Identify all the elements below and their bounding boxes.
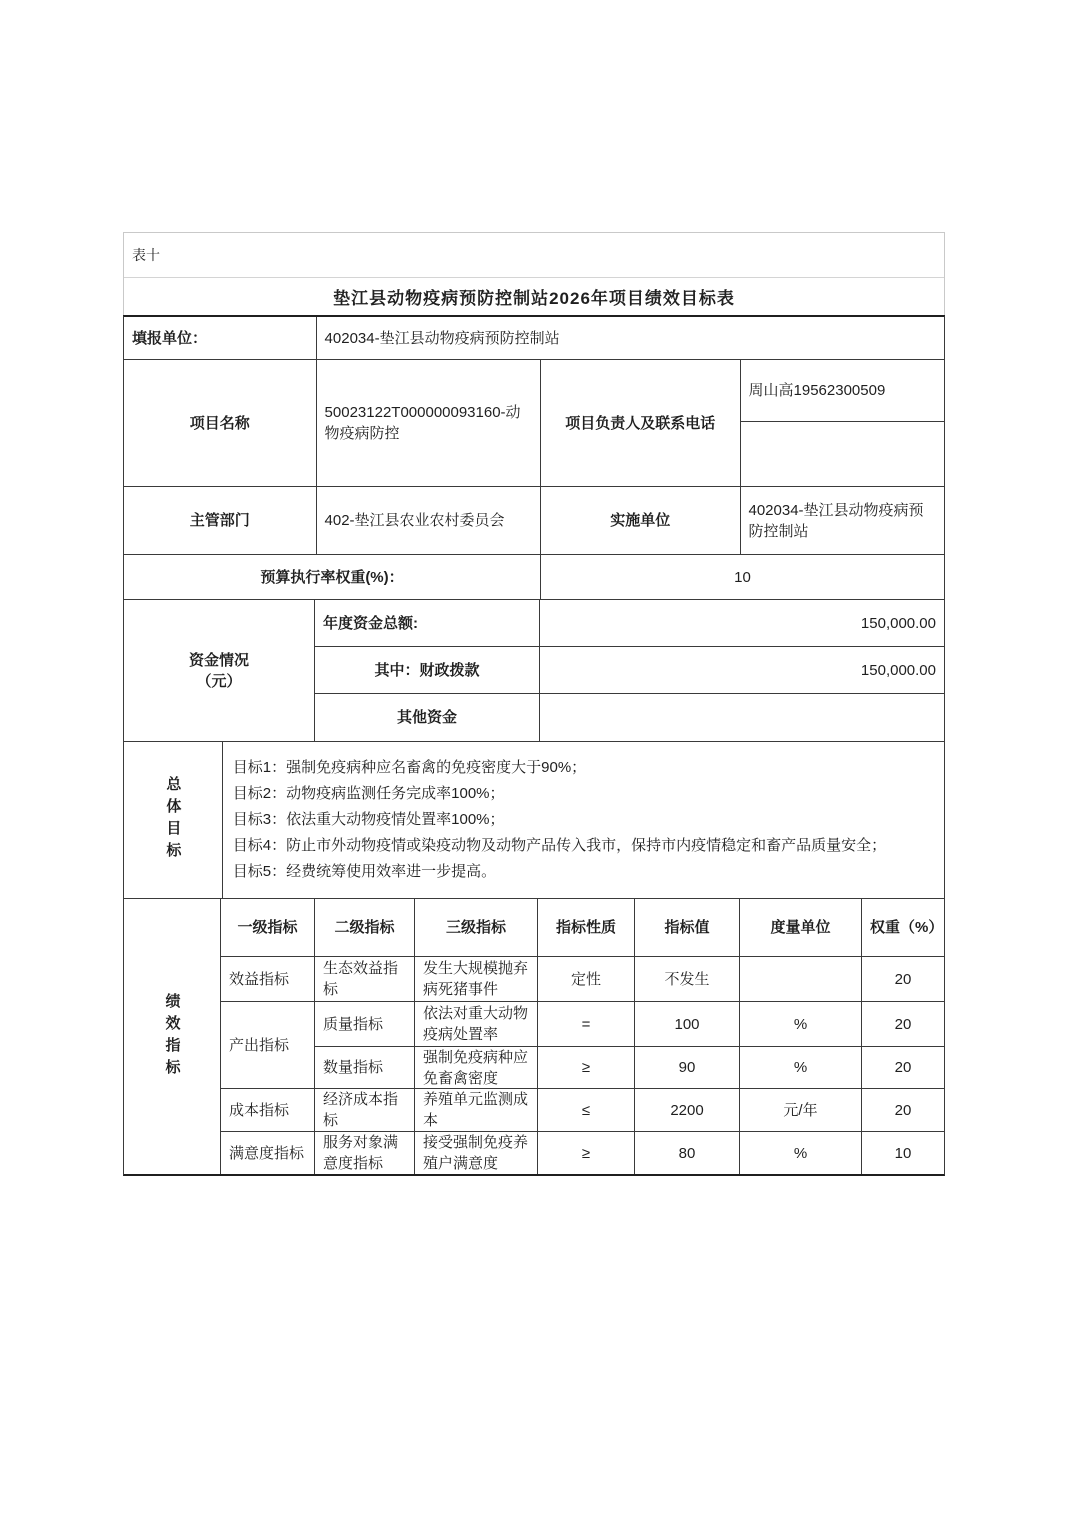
project-leader-cell: [741, 360, 944, 487]
goal-line-3: 目标3：依法重大动物疫情处置率100%；: [232, 811, 505, 828]
header-value: 指标值: [635, 899, 740, 957]
department-label: 主管部门: [124, 487, 317, 555]
table-row: [221, 1089, 944, 1132]
funding-section: [124, 600, 944, 742]
goal-line-1: 目标1：强制免疫病种应名畜禽的免疫密度大于90%；: [232, 759, 587, 776]
overall-goal-content: [223, 742, 944, 899]
cell-weight: 20: [862, 1089, 944, 1132]
header-level1: 一级指标: [221, 899, 315, 957]
funding-fiscal-amount: 150,000.00: [540, 647, 944, 694]
cell-level1: 成本指标: [221, 1089, 315, 1132]
overall-goal-section: [124, 742, 944, 899]
overall-goal-label-cell: [124, 742, 223, 899]
cell-value: 80: [635, 1132, 740, 1174]
overall-goal-label: 总体目标: [164, 776, 182, 864]
cell-nature: ≤: [538, 1089, 635, 1132]
output-subrows: [315, 1002, 944, 1089]
cell-unit: [740, 957, 862, 1002]
table-row: [315, 1002, 944, 1047]
cell-nature: =: [538, 1002, 635, 1047]
cell-level3: 强制免疫病种应免畜禽密度: [415, 1047, 538, 1089]
report-unit-row: [124, 317, 944, 360]
funding-rows: [315, 600, 944, 742]
cell-level2: 质量指标: [315, 1002, 415, 1047]
funding-fiscal-label: 其中：财政拨款: [315, 647, 540, 694]
cell-level3: 依法对重大动物疫病处置率: [415, 1002, 538, 1047]
project-name-value: 50023122T000000093160-动物疫病防控: [317, 360, 541, 487]
cell-unit: %: [740, 1132, 862, 1174]
report-unit-value: 402034-垫江县动物疫病预防控制站: [317, 317, 944, 360]
header-weight: 权重（%）: [862, 899, 944, 957]
funding-total-amount: 150,000.00: [540, 600, 944, 647]
title-row: [124, 278, 944, 315]
table-row: [221, 1132, 944, 1174]
budget-rate-row: [124, 555, 944, 600]
funding-other-label: 其他资金: [315, 694, 540, 742]
page-title: 垫江县动物疫病预防控制站2026年项目绩效目标表: [333, 289, 735, 308]
project-name-row: [124, 360, 944, 487]
project-name-label: 项目名称: [124, 360, 317, 487]
cell-unit: 元/年: [740, 1089, 862, 1132]
cell-value: 2200: [635, 1089, 740, 1132]
cell-level1: 产出指标: [221, 1002, 315, 1089]
cell-nature: 定性: [538, 957, 635, 1002]
funding-label-line2: （元）: [196, 672, 242, 690]
report-unit-label: 填报单位：: [124, 317, 317, 360]
cell-level2: 服务对象满意度指标: [315, 1132, 415, 1174]
goal-line-2: 目标2：动物疫病监测任务完成率100%；: [232, 785, 505, 802]
funding-row-other: [315, 694, 944, 742]
cell-value: 90: [635, 1047, 740, 1089]
cell-unit: %: [740, 1002, 862, 1047]
indicators-label-cell: [124, 899, 221, 1174]
budget-rate-label: 预算执行率权重(%)：: [124, 555, 541, 600]
performance-target-document: [123, 232, 945, 1176]
project-leader-label: 项目负责人及联系电话: [541, 360, 741, 487]
funding-row-fiscal: [315, 647, 944, 694]
goal-lines: [223, 745, 896, 895]
cell-level3: 养殖单元监测成本: [415, 1089, 538, 1132]
funding-label-line1: 资金情况: [188, 651, 249, 669]
goal-line-4: 目标4：防止市外动物疫情或染疫动物及动物产品传入我市，保持市内疫情稳定和畜产品质量安全；: [232, 837, 887, 854]
impl-unit-label: 实施单位: [541, 487, 741, 555]
indicators-header-row: [221, 899, 944, 957]
project-leader-value: 周山高19562300509: [741, 360, 944, 422]
output-indicator-group: [221, 1002, 944, 1089]
cell-nature: ≥: [538, 1047, 635, 1089]
cell-weight: 10: [894, 1144, 912, 1162]
department-value: 402-垫江县农业农村委员会: [317, 487, 541, 555]
header-level2: 二级指标: [315, 899, 415, 957]
goal-line-5: 目标5：经费统筹使用效率进一步提高。: [232, 863, 497, 880]
funding-row-total: [315, 600, 944, 647]
cell-level2: 经济成本指标: [315, 1089, 415, 1132]
cell-weight: 20: [862, 1002, 944, 1047]
cell-level3: 接受强制免疫养殖户满意度: [415, 1132, 538, 1174]
funding-total-label: 年度资金总额:: [315, 600, 540, 647]
header-unit: 度量单位: [740, 899, 862, 957]
indicators-label: 绩效指标: [163, 992, 181, 1081]
cell-level1: 满意度指标: [221, 1132, 315, 1174]
department-row: [124, 487, 944, 555]
impl-unit-value: 402034-垫江县动物疫病预防控制站: [741, 487, 945, 555]
indicators-section: [124, 899, 944, 1174]
funding-label: [124, 600, 315, 742]
header-nature: 指标性质: [538, 899, 635, 957]
table-number-label: 表十: [124, 233, 944, 278]
cell-level2: 数量指标: [315, 1047, 415, 1089]
table-row: [221, 957, 944, 1002]
indicators-table: [221, 899, 944, 1174]
cell-value: 100: [635, 1002, 740, 1047]
cell-weight: 20: [862, 1047, 944, 1089]
cell-value: 不发生: [635, 957, 740, 1002]
cell-unit: %: [740, 1047, 862, 1089]
budget-rate-value: 10: [541, 555, 944, 600]
cell-level2: 生态效益指标: [315, 957, 415, 1002]
table-row: [315, 1047, 944, 1089]
project-leader-empty: [741, 422, 944, 486]
cell-level1: 效益指标: [221, 957, 315, 1002]
cell-level3: 发生大规模抛弃病死猪事件: [415, 957, 538, 1002]
document-header: [123, 232, 945, 315]
cell-nature: ≥: [538, 1132, 635, 1174]
funding-other-amount: [540, 694, 944, 742]
header-level3: 三级指标: [415, 899, 538, 957]
cell-weight: 20: [862, 957, 944, 1002]
main-table: [123, 315, 945, 1176]
